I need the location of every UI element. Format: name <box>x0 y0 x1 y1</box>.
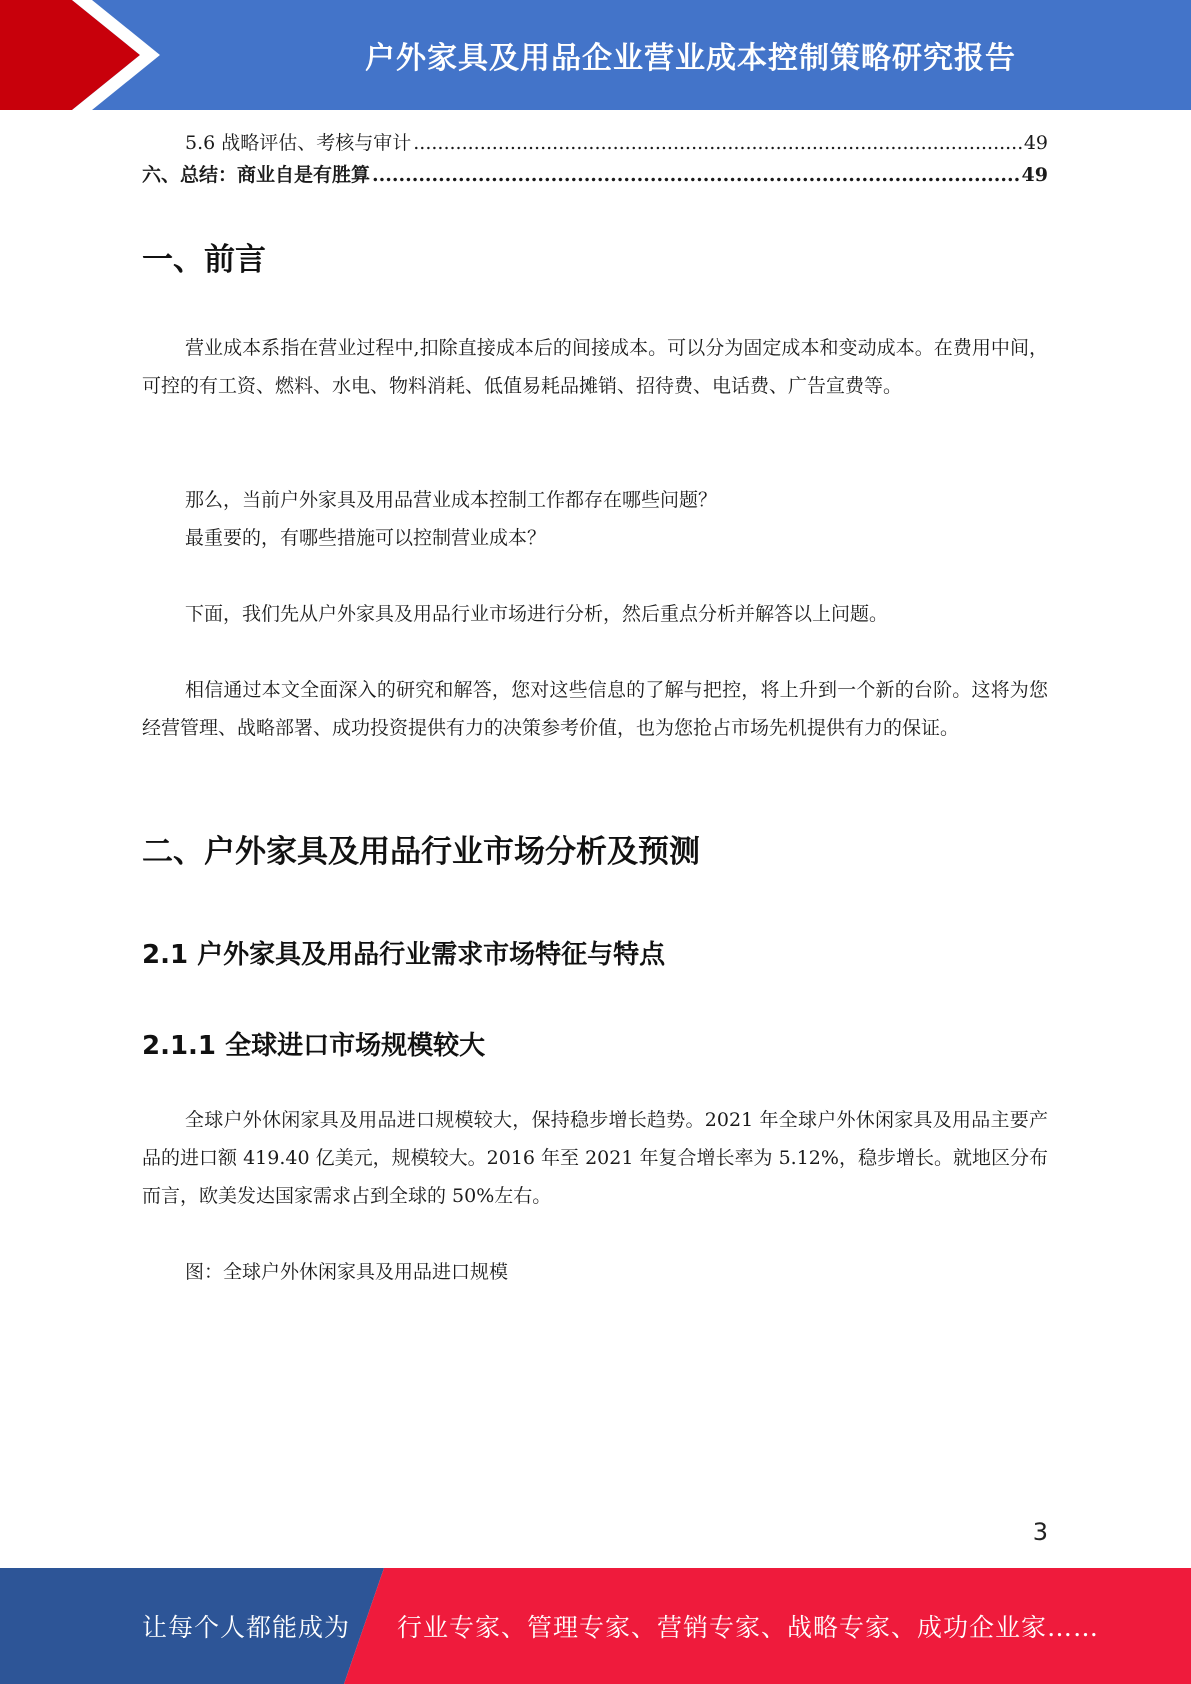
figure-caption: 图：全球户外休闲家具及用品进口规模 <box>185 1261 509 1283</box>
toc-leader-dots <box>372 164 1020 186</box>
paragraph: 最重要的，有哪些措施可以控制营业成本？ <box>185 527 547 549</box>
page-header <box>0 0 1191 110</box>
paragraph: 相信通过本文全面深入的研究和解答，您对这些信息的了解与把控，将上升到一个新的台阶。这将为您经营管理、战略部署、成功投资提供有力的决策参考价值，也为您抢占市场先机提供有力的保证。 <box>142 679 1048 739</box>
toc-entry-page: 49 <box>1021 164 1048 186</box>
footer-slogan-right: 行业专家、管理专家、营销专家、战略专家、成功企业家…… <box>397 1613 1100 1642</box>
toc-entry-label: 六、总结：商业自是有胜算 <box>142 164 371 186</box>
subsubsection-heading: 2.1.1 全球进口市场规模较大 <box>142 1031 486 1061</box>
toc-entry[interactable] <box>142 128 1048 156</box>
footer-slogan-left: 让每个人都能成为 <box>142 1613 351 1642</box>
paragraph: 全球户外休闲家具及用品进口规模较大，保持稳步增长趋势。2021 年全球户外休闲家具及用品主要产品的进口额 419.40 亿美元，规模较大。2016 年至 2021 年复合增长率为 5.12%，稳步增长。就地区分布而言，欧美发达国家需求占到全球的 50%左右。 <box>142 1109 1048 1207</box>
section-heading-preface: 一、前言 <box>142 242 266 278</box>
toc-entry-page: 49 <box>1023 132 1048 154</box>
page-number: 3 <box>1032 1518 1048 1546</box>
page-footer <box>0 1568 1191 1684</box>
paragraph: 下面，我们先从户外家具及用品行业市场进行分析，然后重点分析并解答以上问题。 <box>185 603 889 625</box>
paragraph: 营业成本系指在营业过程中,扣除直接成本后的间接成本。可以分为固定成本和变动成本。在费用中间，可控的有工资、燃料、水电、物料消耗、低值易耗品摊销、招待费、电话费、广告宣费等。 <box>142 337 1048 397</box>
subsection-heading: 2.1 户外家具及用品行业需求市场特征与特点 <box>142 940 666 970</box>
section-heading-market: 二、户外家具及用品行业市场分析及预测 <box>142 834 700 870</box>
header-title: 户外家具及用品企业营业成本控制策略研究报告 <box>365 41 1016 76</box>
toc-leader-dots <box>413 132 1022 154</box>
toc-entry-label: 5.6 战略评估、考核与审计 <box>185 132 412 154</box>
paragraph: 那么，当前户外家具及用品营业成本控制工作都存在哪些问题？ <box>185 489 718 511</box>
toc-entry[interactable] <box>142 160 1048 188</box>
